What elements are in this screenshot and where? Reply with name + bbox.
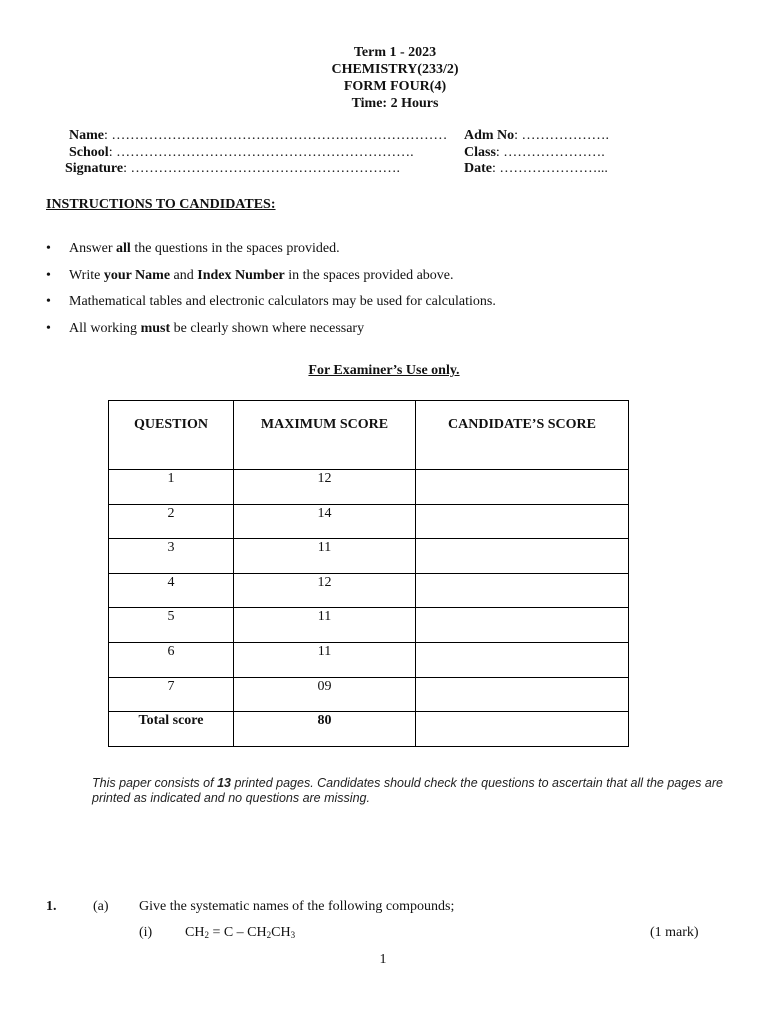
form-line: FORM FOUR(4): [343, 79, 447, 94]
chemical-formula: $CH_2 = C - CH_2CH_3$: [185, 925, 296, 940]
paper-header: [0, 44, 768, 112]
marks-label: (1 mark): [650, 925, 699, 940]
question-cell: 4: [109, 573, 234, 608]
candidate-score-cell[interactable]: [416, 573, 629, 608]
name-dots: : ………………………………………………………………: [104, 128, 448, 143]
candidate-score-cell[interactable]: [416, 608, 629, 643]
question-cell: 3: [109, 539, 234, 574]
max-score-cell: 09: [234, 677, 416, 712]
total-row: [109, 712, 629, 747]
total-label-cell: Total score: [109, 712, 234, 747]
total-candidate-cell[interactable]: [416, 712, 629, 747]
bullet-icon: •: [46, 241, 51, 256]
bullet-icon: •: [46, 267, 51, 283]
table-row: [109, 642, 629, 677]
adm-field[interactable]: [464, 128, 609, 144]
instructions-title: INSTRUCTIONS TO CANDIDATES:: [46, 197, 276, 212]
question-cell: 7: [109, 677, 234, 712]
max-score-cell: 11: [234, 608, 416, 643]
class-label: Class: [464, 145, 496, 160]
subject-line: CHEMISTRY(233/2): [331, 62, 459, 77]
candidate-score-cell[interactable]: [416, 677, 629, 712]
instruction-item: • All working must be clearly shown where necessary: [46, 320, 365, 336]
question-number: 1.: [46, 899, 57, 914]
header-maximum-score: MAXIMUM SCORE: [234, 401, 416, 470]
examiner-title: For Examiner’s Use only.: [308, 363, 460, 378]
total-max-cell: 80: [234, 712, 416, 747]
candidate-score-cell[interactable]: [416, 470, 629, 505]
candidate-score-cell[interactable]: [416, 539, 629, 574]
name-label: Name: [69, 128, 104, 143]
max-score-cell: 11: [234, 539, 416, 574]
instruction-item: • Write your Name and Index Number in the spaces provided above.: [46, 267, 454, 283]
date-field[interactable]: [464, 161, 608, 177]
table-row: [109, 677, 629, 712]
question-cell: 1: [109, 470, 234, 505]
name-field[interactable]: [69, 128, 447, 144]
pages-note: This paper consists of 13 printed pages. Candidates should check the questions to ascertain that all the pages are printed as indicated and no questions are missing.: [92, 776, 723, 805]
question-cell: 2: [109, 504, 234, 539]
table-row: [109, 608, 629, 643]
bullet-icon: •: [46, 320, 51, 336]
table-row: [109, 573, 629, 608]
max-score-cell: 11: [234, 642, 416, 677]
adm-label: Adm No: [464, 128, 515, 143]
table-row: [109, 470, 629, 505]
header-question: QUESTION: [109, 401, 234, 470]
table-header-row: [109, 401, 629, 470]
adm-dots: : ……………….: [514, 128, 610, 143]
school-dots: : ……………………………………………………….: [108, 145, 414, 160]
date-label: Date: [464, 161, 492, 176]
signature-field[interactable]: [65, 161, 400, 177]
question-text: Give the systematic names of the following compounds;: [139, 899, 455, 914]
question-part: (a): [93, 899, 109, 914]
instruction-item: • Mathematical tables and electronic calculators may be used for calculations.: [46, 294, 496, 309]
date-dots: : …………………...: [492, 161, 608, 176]
page-number: 1: [379, 952, 387, 967]
time-line: Time: 2 Hours: [351, 96, 439, 111]
class-dots: : ………………….: [495, 145, 605, 160]
score-table: [108, 400, 629, 747]
max-score-cell: 12: [234, 470, 416, 505]
question-cell: 6: [109, 642, 234, 677]
bullet-icon: •: [46, 294, 51, 309]
max-score-cell: 12: [234, 573, 416, 608]
class-field[interactable]: [464, 145, 605, 161]
signature-dots: : ………………………………………………….: [123, 161, 400, 176]
header-candidate-score: CANDIDATE’S SCORE: [416, 401, 629, 470]
school-label: School: [69, 145, 109, 160]
max-score-cell: 14: [234, 504, 416, 539]
subpart-number: (i): [139, 925, 153, 940]
school-field[interactable]: [69, 145, 414, 161]
signature-label: Signature: [65, 161, 124, 176]
question-cell: 5: [109, 608, 234, 643]
term-line: Term 1 - 2023: [353, 45, 437, 60]
instruction-item: • Answer all the questions in the spaces provided.: [46, 241, 340, 256]
candidate-score-cell[interactable]: [416, 504, 629, 539]
table-row: [109, 539, 629, 574]
candidate-score-cell[interactable]: [416, 642, 629, 677]
instructions-list: [46, 240, 726, 346]
table-row: [109, 504, 629, 539]
